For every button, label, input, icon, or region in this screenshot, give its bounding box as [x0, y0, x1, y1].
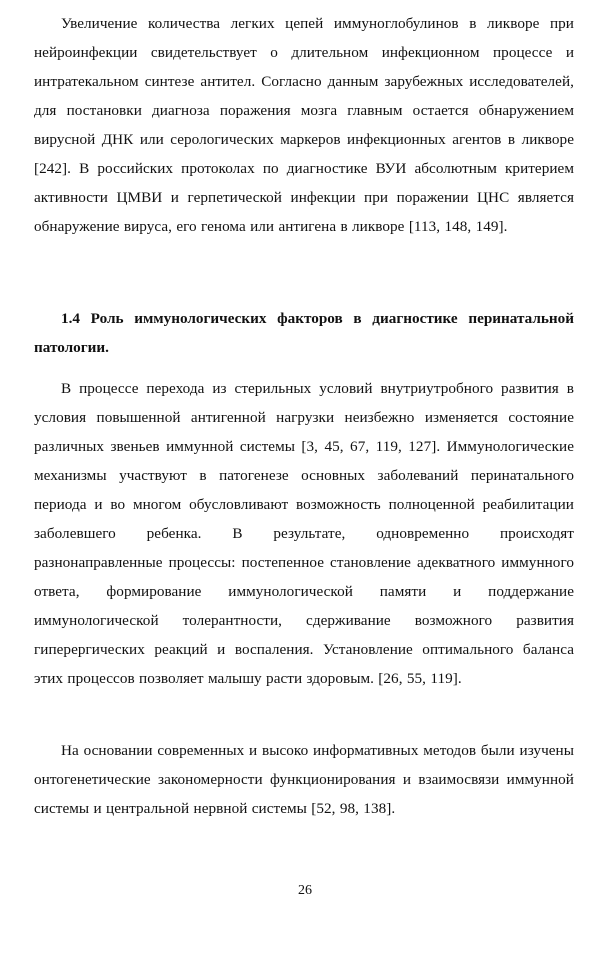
- section-heading: 1.4 Роль иммунологических факторов в диагностике перинатальной патологии.: [34, 310, 574, 356]
- paragraph-research-methods: На основании современных и высоко информативных методов были изучены онтогенетические закономерности функционирования и взаимосвязи иммунной системы и центральной нервной системы [52, 98, 138].: [34, 742, 574, 817]
- page-number: 26: [298, 883, 312, 898]
- paragraph-csf-diagnostics: Увеличение количества легких цепей иммуноглобулинов в ликворе при нейроинфекции свидетельствует о длительном инфекционном процессе и интратекальном синтезе антител. Согласно данным зарубежных исследователей, для постановки диагноза поражения мозга главным остается обнаружением вирусной ДНК или серологических маркеров инфекционных агентов в ликворе [242]. В российских протоколах по диагностике ВУИ абсолютным критерием активности ЦМВИ и герпетической инфекции при поражении ЦНС является обнаружение вируса, его генома или антигена в ликворе [113, 148, 149].: [34, 15, 574, 235]
- paragraph-immune-processes: В процессе перехода из стерильных условий внутриутробного развития в условия повышенной антигенной нагрузки неизбежно изменяется состояние различных звеньев иммунной системы [3, 45, 67, 119, 127]. Иммунологические механизмы участвуют в патогенезе основных заболеваний перинатального периода и во многом обусловливают возможность полноценной реабилитации заболевшего ребенка. В результате, одновременно происходят разнонаправленные процессы: постепенное становление адекватного иммунного ответа, формирование иммунологической памяти и поддержание иммунологической толерантности, сдерживание возможного развития гиперергических реакций и воспаления. Установление оптимального баланса этих процессов позволяет малышу расти здоровым. [26, 55, 119].: [34, 380, 574, 687]
